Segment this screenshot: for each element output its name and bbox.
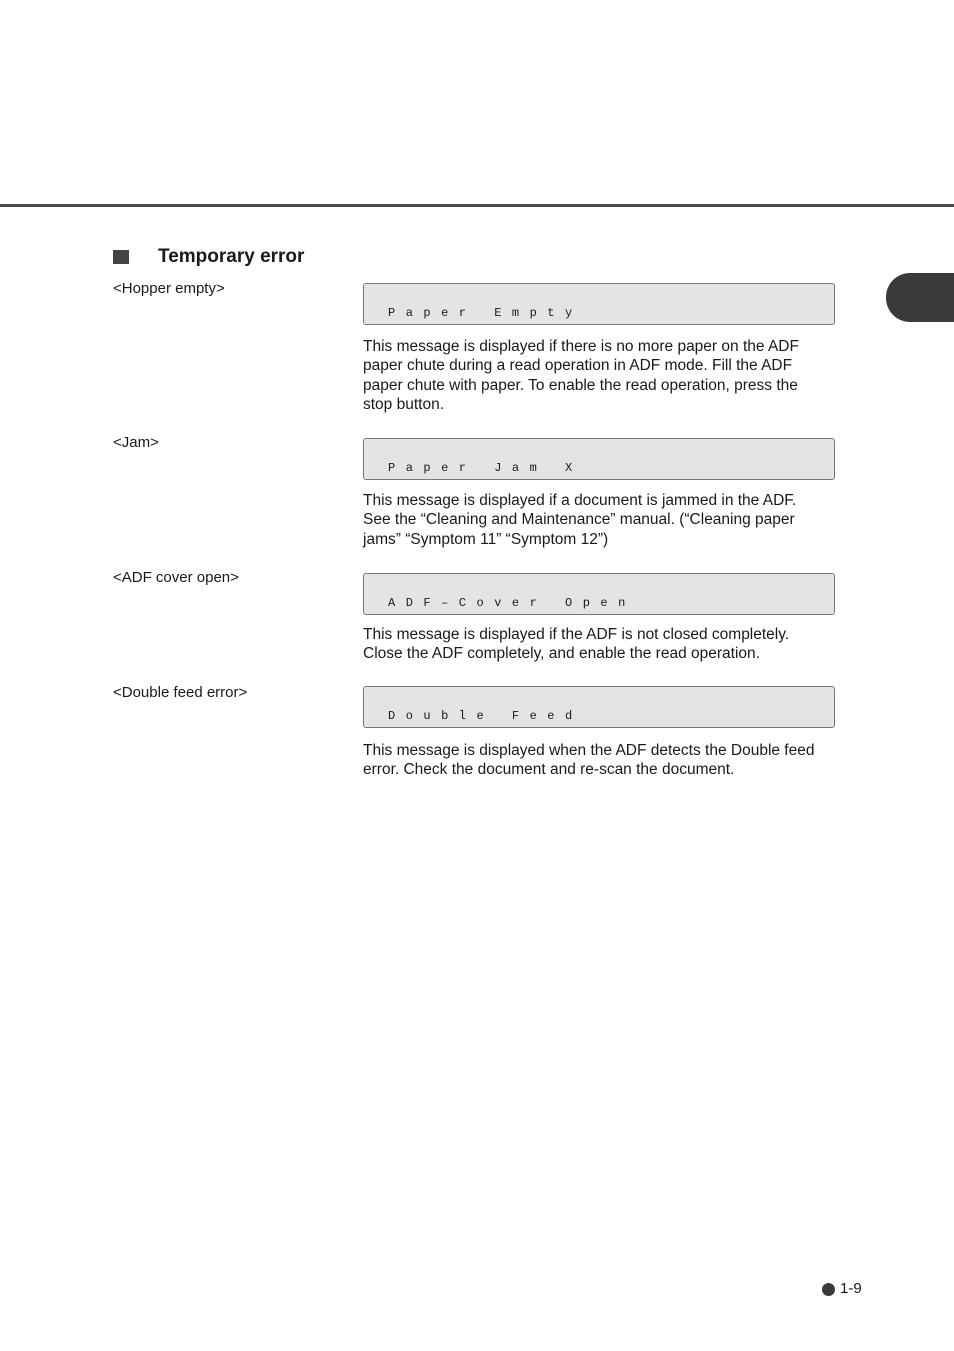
lcd-display-adf-cover-open (363, 573, 835, 615)
header-rule (0, 204, 954, 207)
description-line: This message is displayed if a document is jammed in the ADF. (363, 492, 797, 509)
section-title: Temporary error (158, 246, 305, 267)
lcd-message: Double Feed (388, 709, 583, 723)
description-line: This message is displayed when the ADF detects the Double feed (363, 742, 815, 759)
lcd-message: ADF–Cover Open (388, 596, 636, 610)
description-line: Close the ADF completely, and enable the read operation. (363, 645, 760, 663)
description-line: paper chute with paper. To enable the read operation, press the (363, 376, 798, 394)
section-square-icon (113, 250, 129, 264)
lcd-display-hopper-empty (363, 283, 835, 325)
error-description-double-feed (363, 741, 838, 780)
error-label-adf-cover-open: <ADF cover open> (113, 569, 239, 586)
description-line: See the “Cleaning and Maintenance” manual. (“Cleaning paper (363, 511, 795, 529)
description-line: error. Check the document and re-scan the document. (363, 761, 735, 779)
description-line: jams” “Symptom 11” “Symptom 12”) (363, 530, 609, 548)
description-line: paper chute during a read operation in ADF mode. Fill the ADF (363, 357, 793, 375)
error-description-adf-cover-open (363, 625, 838, 664)
lcd-message: Paper Jam X (388, 461, 583, 475)
error-description-jam (363, 491, 838, 549)
chapter-tab (886, 273, 954, 322)
lcd-display-jam (363, 438, 835, 480)
error-label-double-feed: <Double feed error> (113, 684, 248, 701)
error-label-hopper-empty: <Hopper empty> (113, 280, 225, 297)
lcd-display-double-feed (363, 686, 835, 728)
description-line: stop button. (363, 395, 445, 413)
description-line: This message is displayed if there is no more paper on the ADF (363, 338, 799, 355)
lcd-message: Paper Empty (388, 306, 583, 320)
error-description-hopper-empty (363, 337, 838, 414)
error-label-jam: <Jam> (113, 434, 159, 451)
page-bullet-icon (822, 1283, 835, 1296)
page-number: 1-9 (840, 1280, 862, 1297)
description-line: This message is displayed if the ADF is not closed completely. (363, 626, 790, 643)
